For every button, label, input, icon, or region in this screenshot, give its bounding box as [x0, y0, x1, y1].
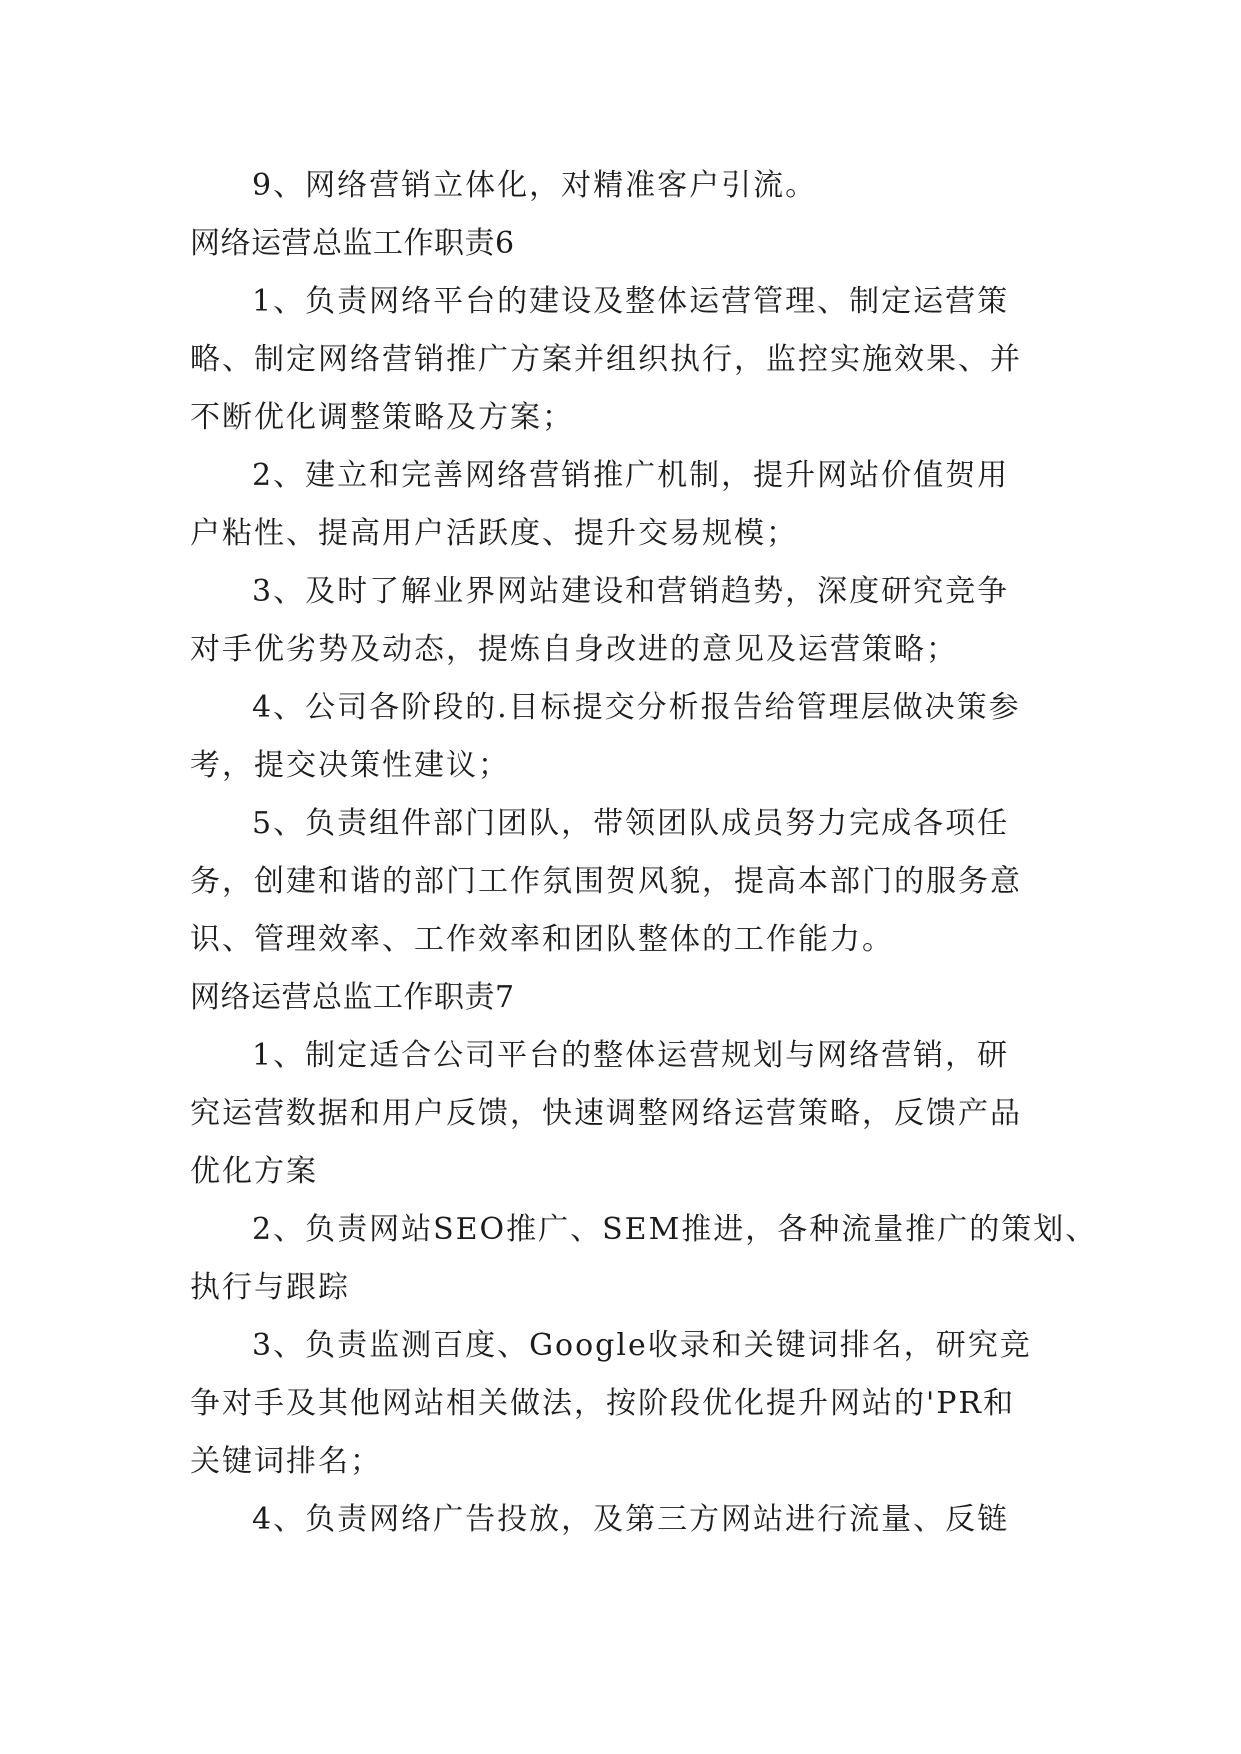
paragraph-line: 5、负责组件部门团队，带领团队成员努力完成各项任	[252, 806, 1010, 841]
paragraph-line: 对手优劣势及动态，提炼自身改进的意见及运营策略；	[190, 632, 958, 667]
paragraph-line: 考，提交决策性建议；	[190, 748, 510, 783]
section-heading-7: 网络运营总监工作职责7	[190, 980, 515, 1015]
paragraph-line: 务，创建和谐的部门工作氛围贺风貌，提高本部门的服务意	[190, 864, 1022, 899]
paragraph-line: 1、制定适合公司平台的整体运营规划与网络营销，研	[252, 1038, 1010, 1073]
paragraph-line: 户粘性、提高用户活跃度、提升交易规模；	[190, 516, 798, 551]
paragraph-line: 3、负责监测百度、Google收录和关键词排名，研究竞	[252, 1328, 1032, 1363]
paragraph-line: 究运营数据和用户反馈，快速调整网络运营策略，反馈产品	[190, 1096, 1022, 1131]
paragraph-line: 2、负责网站SEO推广、SEM推进，各种流量推广的策划、	[252, 1212, 1098, 1247]
paragraph-line: 4、负责网络广告投放，及第三方网站进行流量、反链	[252, 1502, 1010, 1537]
paragraph-line: 争对手及其他网站相关做法，按阶段优化提升网站的'PR和	[190, 1386, 1016, 1421]
paragraph-line: 不断优化调整策略及方案；	[190, 400, 574, 435]
paragraph-line: 3、及时了解业界网站建设和营销趋势，深度研究竞争	[252, 574, 1010, 609]
paragraph-line: 1、负责网络平台的建设及整体运营管理、制定运营策	[252, 284, 1010, 319]
paragraph-line: 识、管理效率、工作效率和团队整体的工作能力。	[190, 922, 894, 957]
paragraph-line: 关键词排名；	[190, 1444, 382, 1479]
paragraph-line: 执行与跟踪	[190, 1270, 350, 1305]
paragraph-line: 优化方案	[190, 1154, 318, 1189]
paragraph-line: 9、网络营销立体化，对精准客户引流。	[252, 168, 818, 203]
paragraph-line: 2、建立和完善网络营销推广机制，提升网站价值贺用	[252, 458, 1010, 493]
section-heading-6: 网络运营总监工作职责6	[190, 226, 515, 261]
paragraph-line: 4、公司各阶段的.目标提交分析报告给管理层做决策参	[252, 690, 1021, 725]
paragraph-line: 略、制定网络营销推广方案并组织执行，监控实施效果、并	[190, 342, 1022, 377]
